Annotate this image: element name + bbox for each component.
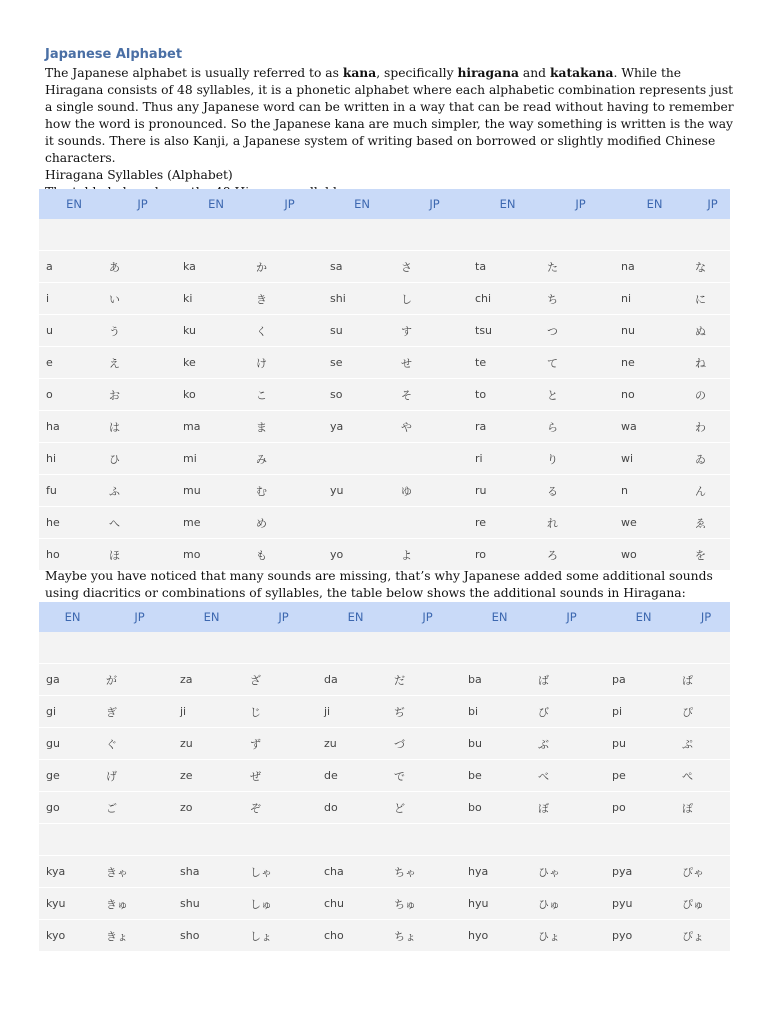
kana-cell: わ — [695, 411, 730, 443]
romaji-cell: ze — [173, 760, 250, 792]
column-header-en: EN — [323, 189, 401, 219]
romaji-cell: u — [39, 315, 109, 347]
kana-cell: い — [109, 283, 176, 315]
kana-cell — [109, 219, 176, 251]
intro-bold-kana: kana — [342, 65, 377, 80]
romaji-cell: ba — [461, 664, 538, 696]
romaji-cell: he — [39, 507, 109, 539]
romaji-cell: ge — [39, 760, 106, 792]
kana-cell: や — [401, 411, 468, 443]
table-row — [39, 475, 730, 507]
kana-cell: げ — [106, 760, 173, 792]
romaji-cell: bu — [461, 728, 538, 760]
kana-cell: う — [109, 315, 176, 347]
romaji-cell: wi — [614, 443, 695, 475]
romaji-cell: cha — [317, 856, 394, 888]
additional-sounds-paragraph: Maybe you have noticed that many sounds are missing, that’s why Japanese added some additional sounds using diacritics or combinations of syllables, the table below shows the additional sounds in Hiragana: — [45, 569, 713, 600]
romaji-cell: me — [176, 507, 256, 539]
romaji-cell: wo — [614, 539, 695, 571]
kana-cell: ち — [547, 283, 614, 315]
romaji-cell: po — [605, 792, 682, 824]
kana-cell: な — [695, 251, 730, 283]
column-header-en: EN — [39, 602, 106, 632]
column-header-en: EN — [39, 189, 109, 219]
kana-cell: か — [256, 251, 323, 283]
kana-cell: ふ — [109, 475, 176, 507]
kana-cell: ほ — [109, 539, 176, 571]
romaji-cell — [317, 824, 394, 856]
kana-cell: つ — [547, 315, 614, 347]
kana-cell: の — [695, 379, 730, 411]
kana-cell: を — [695, 539, 730, 571]
romaji-cell: yo — [323, 539, 401, 571]
kana-cell: し — [401, 283, 468, 315]
kana-cell — [401, 507, 468, 539]
romaji-cell: tsu — [468, 315, 547, 347]
table-row — [39, 315, 730, 347]
romaji-cell: to — [468, 379, 547, 411]
romaji-cell: kyo — [39, 920, 106, 952]
romaji-cell: pyu — [605, 888, 682, 920]
intro-paragraph — [45, 64, 735, 167]
spacer-row — [39, 824, 730, 856]
romaji-cell — [317, 632, 394, 664]
romaji-cell: o — [39, 379, 109, 411]
romaji-cell: bi — [461, 696, 538, 728]
romaji-cell: ne — [614, 347, 695, 379]
table-row — [39, 411, 730, 443]
romaji-cell: ji — [317, 696, 394, 728]
kana-cell — [394, 632, 461, 664]
romaji-cell: re — [468, 507, 547, 539]
romaji-cell: cho — [317, 920, 394, 952]
romaji-cell: no — [614, 379, 695, 411]
spacer-row — [39, 219, 730, 251]
column-header-en: EN — [461, 602, 538, 632]
kana-cell: ね — [695, 347, 730, 379]
kana-cell: ちゃ — [394, 856, 461, 888]
romaji-cell: pa — [605, 664, 682, 696]
romaji-cell: su — [323, 315, 401, 347]
romaji-cell: yu — [323, 475, 401, 507]
kana-cell: ざ — [250, 664, 317, 696]
romaji-cell: so — [323, 379, 401, 411]
kana-cell: だ — [394, 664, 461, 696]
kana-cell: は — [109, 411, 176, 443]
kana-cell: ぶ — [538, 728, 605, 760]
kana-cell: ぽ — [682, 792, 730, 824]
romaji-cell — [173, 632, 250, 664]
romaji-cell: ji — [173, 696, 250, 728]
kana-cell — [682, 824, 730, 856]
kana-cell: む — [256, 475, 323, 507]
kana-cell: ゐ — [695, 443, 730, 475]
romaji-cell: hyo — [461, 920, 538, 952]
kana-cell — [106, 632, 173, 664]
kana-cell: り — [547, 443, 614, 475]
romaji-cell: do — [317, 792, 394, 824]
romaji-cell: a — [39, 251, 109, 283]
romaji-cell: mo — [176, 539, 256, 571]
romaji-cell: da — [317, 664, 394, 696]
romaji-cell: wa — [614, 411, 695, 443]
column-header-en: EN — [317, 602, 394, 632]
romaji-cell: zo — [173, 792, 250, 824]
kana-cell: ぎ — [106, 696, 173, 728]
kana-cell: れ — [547, 507, 614, 539]
romaji-cell: se — [323, 347, 401, 379]
kana-cell: ど — [394, 792, 461, 824]
romaji-cell — [39, 219, 109, 251]
column-header-jp: JP — [250, 602, 317, 632]
romaji-cell: ma — [176, 411, 256, 443]
romaji-cell: ra — [468, 411, 547, 443]
romaji-cell — [173, 824, 250, 856]
romaji-cell: nu — [614, 315, 695, 347]
kana-cell — [538, 632, 605, 664]
romaji-cell — [468, 219, 547, 251]
column-header-jp: JP — [256, 189, 323, 219]
kana-cell: ひょ — [538, 920, 605, 952]
romaji-cell: go — [39, 792, 106, 824]
kana-cell: ご — [106, 792, 173, 824]
romaji-cell: ri — [468, 443, 547, 475]
romaji-cell — [323, 507, 401, 539]
kana-cell: ず — [250, 728, 317, 760]
kana-cell: ちょ — [394, 920, 461, 952]
kana-cell — [538, 824, 605, 856]
kana-cell: しょ — [250, 920, 317, 952]
kana-cell: じ — [250, 696, 317, 728]
kana-cell: ん — [695, 475, 730, 507]
romaji-cell: bo — [461, 792, 538, 824]
kana-cell: も — [256, 539, 323, 571]
romaji-cell: ga — [39, 664, 106, 696]
table-row — [39, 792, 730, 824]
romaji-cell: pu — [605, 728, 682, 760]
kana-cell: ぞ — [250, 792, 317, 824]
table-row — [39, 856, 730, 888]
column-header-en: EN — [605, 602, 682, 632]
romaji-cell: n — [614, 475, 695, 507]
column-header-jp: JP — [401, 189, 468, 219]
romaji-cell: za — [173, 664, 250, 696]
romaji-cell: de — [317, 760, 394, 792]
romaji-cell: hya — [461, 856, 538, 888]
intro-bold-katakana: katakana — [549, 65, 614, 80]
romaji-cell: sha — [173, 856, 250, 888]
table-row — [39, 443, 730, 475]
romaji-cell — [614, 219, 695, 251]
page-title: Japanese Alphabet — [45, 47, 183, 62]
romaji-cell: chi — [468, 283, 547, 315]
romaji-cell: ka — [176, 251, 256, 283]
kana-cell: ひゅ — [538, 888, 605, 920]
kana-cell: せ — [401, 347, 468, 379]
romaji-cell: ro — [468, 539, 547, 571]
kana-cell: ば — [538, 664, 605, 696]
kana-cell: ゆ — [401, 475, 468, 507]
romaji-cell: ni — [614, 283, 695, 315]
romaji-cell: zu — [317, 728, 394, 760]
kana-cell: ぼ — [538, 792, 605, 824]
kana-cell: ぷ — [682, 728, 730, 760]
romaji-cell — [461, 824, 538, 856]
kana-cell — [256, 219, 323, 251]
romaji-cell: kyu — [39, 888, 106, 920]
intro-bold-hiragana: hiragana — [457, 65, 520, 80]
column-header-en: EN — [176, 189, 256, 219]
romaji-cell: sa — [323, 251, 401, 283]
romaji-cell: we — [614, 507, 695, 539]
intro-text-3: and — [519, 66, 550, 80]
romaji-cell — [605, 632, 682, 664]
kana-cell: き — [256, 283, 323, 315]
kana-cell: て — [547, 347, 614, 379]
additional-sounds-table — [39, 602, 730, 952]
romaji-cell: e — [39, 347, 109, 379]
romaji-cell — [176, 219, 256, 251]
romaji-cell: zu — [173, 728, 250, 760]
kana-cell: ぴ — [682, 696, 730, 728]
table-row — [39, 760, 730, 792]
romaji-cell: mu — [176, 475, 256, 507]
kana-cell: お — [109, 379, 176, 411]
table-row — [39, 696, 730, 728]
kana-cell: きゃ — [106, 856, 173, 888]
kana-cell: きょ — [106, 920, 173, 952]
romaji-cell: ho — [39, 539, 109, 571]
kana-cell — [547, 219, 614, 251]
column-header-en: EN — [173, 602, 250, 632]
romaji-cell: sho — [173, 920, 250, 952]
romaji-cell: na — [614, 251, 695, 283]
table-row — [39, 888, 730, 920]
column-header-en: EN — [468, 189, 547, 219]
romaji-cell — [461, 632, 538, 664]
romaji-cell: be — [461, 760, 538, 792]
kana-cell: ぴゃ — [682, 856, 730, 888]
kana-cell: しゃ — [250, 856, 317, 888]
kana-cell: め — [256, 507, 323, 539]
kana-cell: ぜ — [250, 760, 317, 792]
table-row — [39, 347, 730, 379]
kana-cell: ぴょ — [682, 920, 730, 952]
romaji-cell: ki — [176, 283, 256, 315]
kana-cell: ちゅ — [394, 888, 461, 920]
kana-cell: べ — [538, 760, 605, 792]
hiragana-table — [39, 189, 730, 571]
romaji-cell — [323, 443, 401, 475]
table-row — [39, 728, 730, 760]
kana-cell: ひゃ — [538, 856, 605, 888]
romaji-cell: hi — [39, 443, 109, 475]
romaji-cell: ke — [176, 347, 256, 379]
table-header-row — [39, 602, 730, 632]
table-row — [39, 251, 730, 283]
romaji-cell — [39, 824, 106, 856]
romaji-cell: i — [39, 283, 109, 315]
column-header-jp: JP — [394, 602, 461, 632]
intro-text-1: The Japanese alphabet is usually referred to as — [45, 66, 343, 80]
kana-cell: ゑ — [695, 507, 730, 539]
romaji-cell: pyo — [605, 920, 682, 952]
subheading: Hiragana Syllables (Alphabet) — [45, 168, 233, 182]
table-row — [39, 379, 730, 411]
table-header-row — [39, 189, 730, 219]
romaji-cell: mi — [176, 443, 256, 475]
column-header-en: EN — [614, 189, 695, 219]
romaji-cell: ya — [323, 411, 401, 443]
table-row — [39, 507, 730, 539]
column-header-jp: JP — [538, 602, 605, 632]
column-header-jp: JP — [695, 189, 730, 219]
kana-cell — [250, 824, 317, 856]
table-row — [39, 920, 730, 952]
table-row — [39, 283, 730, 315]
romaji-cell: te — [468, 347, 547, 379]
column-header-jp: JP — [682, 602, 730, 632]
romaji-cell: shi — [323, 283, 401, 315]
romaji-cell: ha — [39, 411, 109, 443]
romaji-cell: ko — [176, 379, 256, 411]
table-row — [39, 664, 730, 696]
romaji-cell — [605, 824, 682, 856]
kana-cell: す — [401, 315, 468, 347]
kana-cell: よ — [401, 539, 468, 571]
kana-cell: び — [538, 696, 605, 728]
romaji-cell: kya — [39, 856, 106, 888]
kana-cell: ぐ — [106, 728, 173, 760]
romaji-cell — [323, 219, 401, 251]
romaji-cell: gi — [39, 696, 106, 728]
table-row — [39, 539, 730, 571]
kana-cell: さ — [401, 251, 468, 283]
kana-cell: た — [547, 251, 614, 283]
kana-cell: で — [394, 760, 461, 792]
kana-cell: へ — [109, 507, 176, 539]
romaji-cell: chu — [317, 888, 394, 920]
romaji-cell: shu — [173, 888, 250, 920]
kana-cell: きゅ — [106, 888, 173, 920]
kana-cell: ぢ — [394, 696, 461, 728]
romaji-cell: ku — [176, 315, 256, 347]
romaji-cell: ta — [468, 251, 547, 283]
kana-cell — [682, 632, 730, 664]
kana-cell — [250, 632, 317, 664]
kana-cell: え — [109, 347, 176, 379]
kana-cell — [394, 824, 461, 856]
romaji-cell: hyu — [461, 888, 538, 920]
kana-cell: ぺ — [682, 760, 730, 792]
kana-cell: ろ — [547, 539, 614, 571]
romaji-cell: pya — [605, 856, 682, 888]
document-body — [45, 46, 735, 201]
romaji-cell: ru — [468, 475, 547, 507]
column-header-jp: JP — [109, 189, 176, 219]
romaji-cell: gu — [39, 728, 106, 760]
kana-cell: ま — [256, 411, 323, 443]
romaji-cell — [39, 632, 106, 664]
kana-cell: ぬ — [695, 315, 730, 347]
intro-text-2: , specifically — [376, 66, 458, 80]
romaji-cell: pe — [605, 760, 682, 792]
intro-text-4: . While the Hiragana consists of 48 syllables, it is a phonetic alphabet where each alphabetic combination represents just a single sound. Thus any Japanese word can be written in a way that can be read without having to remember how the word is pronounced. So the Japanese kana are much simpler, the way something is written is the way it sounds. There is also Kanji, a Japanese system of writing based on borrowed or slightly modified Chinese characters. — [45, 66, 734, 165]
kana-cell — [401, 219, 468, 251]
kana-cell: づ — [394, 728, 461, 760]
kana-cell: ひ — [109, 443, 176, 475]
kana-cell: こ — [256, 379, 323, 411]
kana-cell: しゅ — [250, 888, 317, 920]
kana-cell: み — [256, 443, 323, 475]
kana-cell: に — [695, 283, 730, 315]
kana-cell: る — [547, 475, 614, 507]
kana-cell: と — [547, 379, 614, 411]
column-header-jp: JP — [547, 189, 614, 219]
spacer-row — [39, 632, 730, 664]
kana-cell: ぱ — [682, 664, 730, 696]
kana-cell — [695, 219, 730, 251]
kana-cell — [106, 824, 173, 856]
romaji-cell: fu — [39, 475, 109, 507]
kana-cell: ぴゅ — [682, 888, 730, 920]
kana-cell: け — [256, 347, 323, 379]
kana-cell — [401, 443, 468, 475]
kana-cell: く — [256, 315, 323, 347]
kana-cell: が — [106, 664, 173, 696]
kana-cell: あ — [109, 251, 176, 283]
kana-cell: ら — [547, 411, 614, 443]
kana-cell: そ — [401, 379, 468, 411]
romaji-cell: pi — [605, 696, 682, 728]
column-header-jp: JP — [106, 602, 173, 632]
